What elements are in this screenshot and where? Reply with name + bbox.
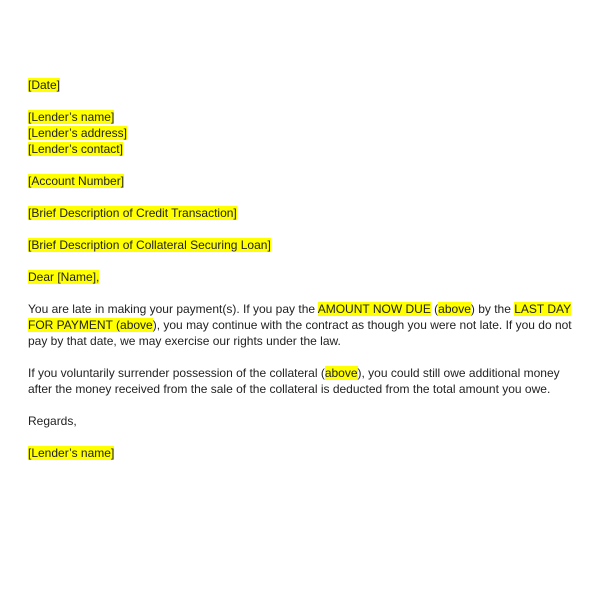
payment-text-2: ( [430,302,439,316]
payment-text-4: ), you may continue with the contract as though you were not late. If you do not pay by that date, we may exercise our rights under the law. [28,318,572,348]
date-line [28,77,580,93]
closing-line: Regards, [28,414,77,428]
spacer [28,221,580,237]
signature-placeholder: [Lender’s name] [28,446,115,460]
lender-address-placeholder: [Lender’s address] [28,126,127,140]
account-number-placeholder: [Account Number] [28,174,125,188]
payment-paragraph [28,301,580,349]
salutation-line [28,269,580,285]
collateral-description-placeholder: [Brief Description of Collateral Securing Loan] [28,238,271,252]
salutation-placeholder: Dear [Name], [28,270,100,284]
spacer [28,93,580,109]
lender-name-placeholder: [Lender’s name] [28,110,115,124]
payment-text-3: ) by the [470,302,515,316]
above-highlight: above [120,318,153,332]
payment-text-1: You are late in making your payment(s). If you pay the [28,302,318,316]
lender-name-line [28,109,580,125]
lender-address-line [28,125,580,141]
spacer [28,157,580,173]
lender-contact-line [28,141,580,157]
spacer [28,397,580,413]
spacer [28,429,580,445]
account-number-line [28,173,580,189]
spacer [28,285,580,301]
letter-document [28,77,580,461]
lender-contact-placeholder: [Lender’s contact] [28,142,123,156]
collateral-description-line [28,237,580,253]
amount-now-due-highlight: AMOUNT NOW DUE [317,302,431,316]
credit-description-line [28,205,580,221]
signature-line [28,445,580,461]
credit-description-placeholder: [Brief Description of Credit Transaction] [28,206,237,220]
spacer [28,349,580,365]
above-highlight: above [438,302,471,316]
collateral-text-1: If you voluntarily surrender possession of the collateral ( [28,366,325,380]
spacer [28,253,580,269]
spacer [28,189,580,205]
above-highlight: above [324,366,358,380]
date-placeholder: [Date] [28,78,61,92]
last-day-for-payment-highlight: LAST DAY FOR PAYMENT ( [28,302,572,332]
collateral-paragraph [28,365,580,397]
collateral-text-2: ), you could still owe additional money after the money received from the sale of the collateral is deducted from the total amount you owe. [28,366,560,396]
